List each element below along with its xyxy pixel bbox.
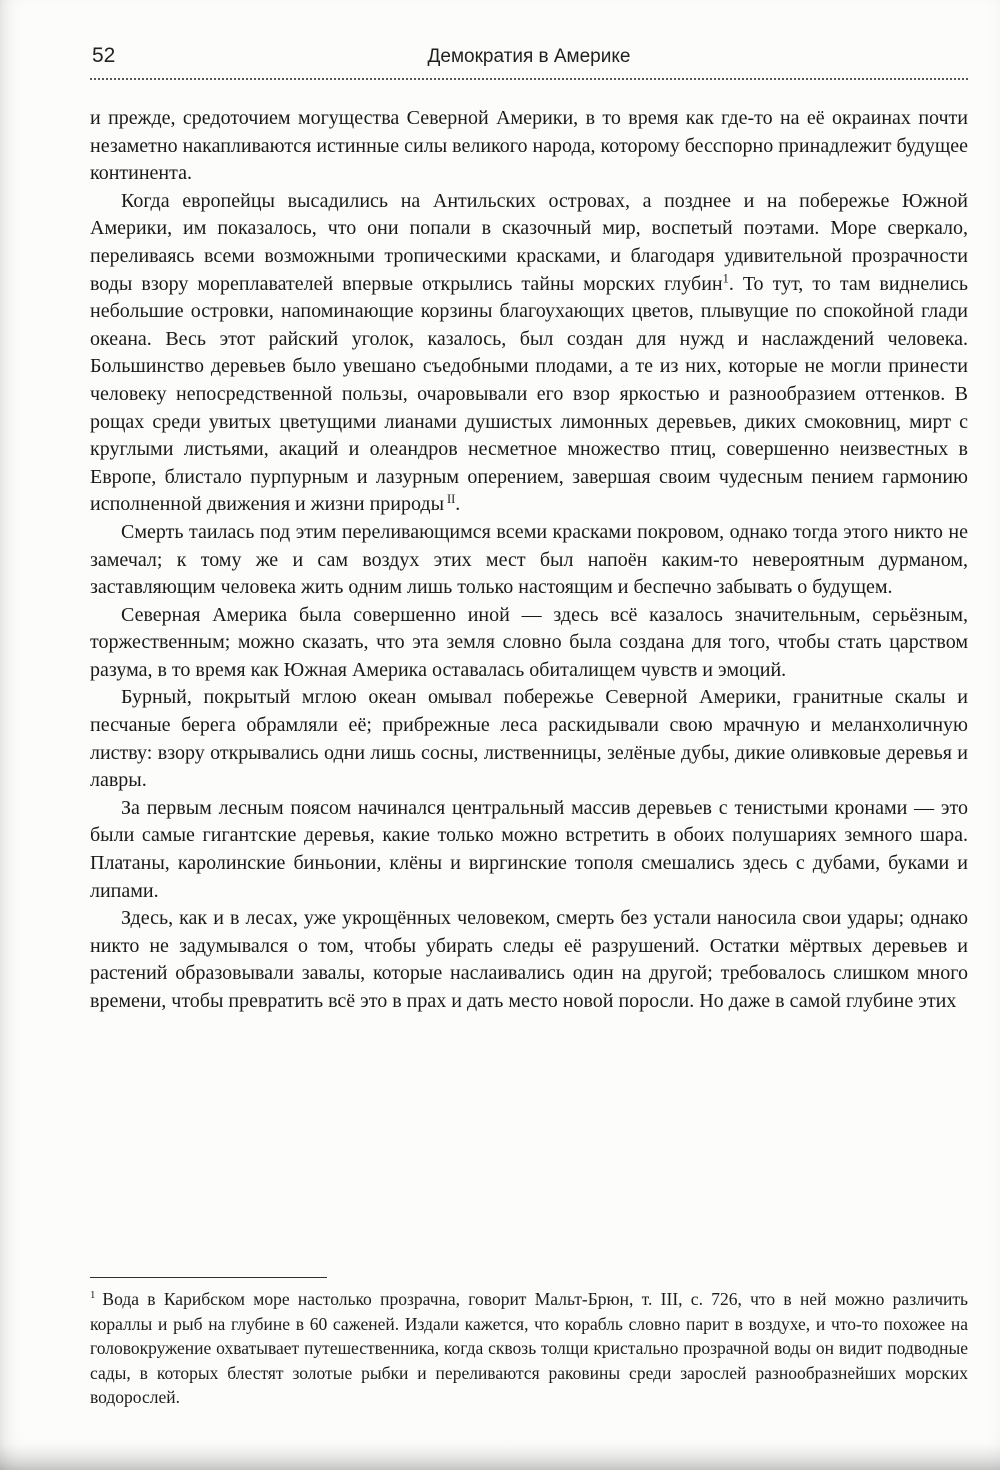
paragraph-1: и прежде, средоточием могущества Северной Америки, в то время как где-то на её окраинах почти незаметно накапливаются истинные силы великого народа, которому бесспорно принадлежит будущее континента. — [90, 107, 968, 185]
paragraph-7: Здесь, как и в лесах, уже укрощённых человеком, смерть без устали наносила свои удары; однако никто не задумывался о том, чтобы убирать следы её разрушений. Остатки мёртвых деревьев и растений образовывали завалы, которые наслаивались один на другой; требовалось слишком много времени, чтобы превратить всё это в прах и дать место новой поросли. Но даже в самой глубине этих — [90, 907, 968, 1012]
paragraph-2-text-c: . — [455, 493, 461, 516]
page-body — [90, 105, 968, 1016]
footnote-marker: 1 — [90, 1289, 96, 1302]
paragraph-6: За первым лесным поясом начинался центральный массив деревьев с тенистыми кронами — это были самые гигантские деревья, какие только можно встретить в обоих полушариях земного шара. Платаны, каролинские биньонии, клёны и виргинские тополя смешались здесь с дубами, буками и липами. — [90, 796, 968, 902]
header-divider — [90, 78, 968, 80]
paragraph-2-text-b: . То тут, то там виднелись небольшие островки, напоминающие корзины благоухающих цветов, плывущие по спокойной глади океана. Весь этот райский уголок, казалось, был создан для нужд и наслаждений человека. Большинство деревьев было увешано съедобными плодами, а те из них, которые не могли принести человеку непосредственной пользы, очаровывали его взор яркостью и разнообразием оттенков. В рощах среди увитых цветущими лианами душистых лимонных деревьев, диких смоковниц, мирт с круглыми листьями, акаций и олеандров несметное множество птиц, совершенно неизвестных в Европе, блистало пурпурным и лазурным оперением, завершая своим чудесным пением гармонию исполненной движения и жизни природы — [90, 272, 968, 516]
paragraph-2-text-a: Когда европейцы высадились на Антильских островах, а позднее и на побережье Южной Америки, им показалось, что они попали в сказочный мир, воспетый поэтами. Море сверкало, переливаясь всеми возможными тропическими красками, и благодаря удивительной прозрачности воды взору мореплавателей впервые открылись тайны морских глубин — [90, 189, 968, 295]
page-header — [90, 44, 968, 71]
paragraph-4: Северная Америка была совершенно иной — здесь всё казалось значительным, серьёзным, торжественным; можно сказать, что эта земля словно была создана для того, чтобы стать царством разума, в то время как Южная Америка оставалась обиталищем чувств и эмоций. — [90, 603, 968, 681]
paragraph-3: Смерть таилась под этим переливающимся всеми красками покровом, однако тогда этого никто не замечал; к тому же и сам воздух этих мест был напоён каким-то невероятным дурманом, заставляющим человека жить одним лишь только настоящим и беспечно забывать о будущем. — [90, 520, 968, 599]
footnote-text: Вода в Карибском море настолько прозрачна, говорит Мальт-Брюн, т. III, с. 726, что в ней можно различить кораллы и рыб на глубине в 60 саженей. Издали кажется, что корабль словно парит в воздухе, и что-то похожее на головокружение охватывает путешественника, когда сквозь толщи кристально прозрачной воды он видит подводные сады, в которых блестят золотые рыбки и переливаются раковины среди зарослей разнообразнейших морских водорослей. — [90, 1289, 968, 1408]
running-title: Демократия в Америке — [427, 46, 631, 67]
footnote-divider — [90, 1277, 327, 1278]
page-number: 52 — [92, 44, 116, 67]
paragraph-5: Бурный, покрытый мглою океан омывал побережье Северной Америки, гранитные скалы и песчаные берега обрамляли её; прибрежные леса раскидывали свою мрачную и меланхоличную листву: взору открывались одни лишь сосны, лиственницы, зелёные дубы, дикие оливковые деревья и лавры. — [90, 686, 968, 792]
footnote-1 — [90, 1287, 968, 1410]
paragraph-2 — [90, 188, 968, 519]
footnote-ref-1: 1 — [722, 270, 729, 285]
endnote-ref-ii: II — [447, 491, 456, 506]
footnote-area — [90, 1277, 968, 1470]
